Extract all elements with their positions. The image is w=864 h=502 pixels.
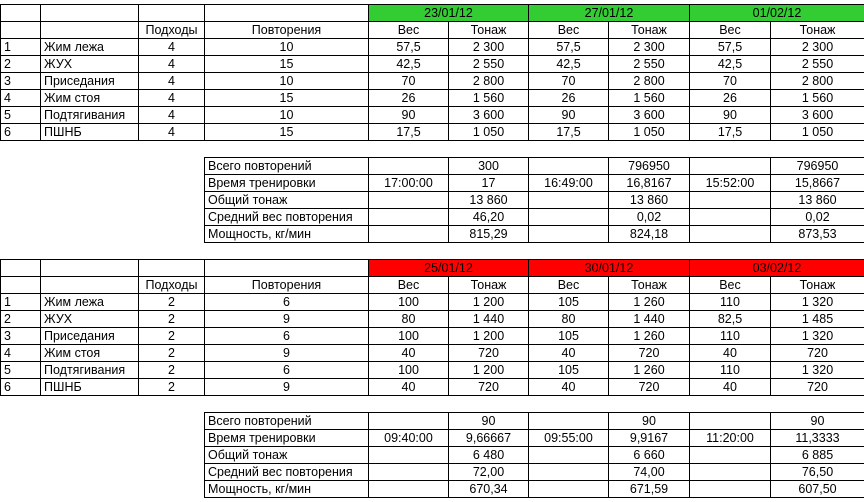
exercise-name[interactable]: Подтягивания (40, 361, 139, 379)
date-header[interactable]: 01/02/12 (689, 4, 864, 22)
summary-time-value[interactable] (528, 480, 609, 498)
weight-value[interactable]: 105 (528, 327, 609, 345)
blank-cell[interactable] (0, 259, 41, 277)
tonnage-value[interactable]: 2 800 (608, 72, 690, 90)
sets-value[interactable]: 2 (138, 361, 205, 379)
row-number[interactable]: 3 (0, 327, 41, 345)
weight-value[interactable]: 82,5 (689, 310, 771, 328)
summary-time-value[interactable] (528, 157, 609, 175)
summary-time-value[interactable] (368, 225, 449, 243)
summary-label[interactable]: Время тренировки (204, 429, 369, 447)
summary-time-value[interactable] (689, 463, 771, 481)
summary-value[interactable]: 13 860 (448, 191, 529, 209)
summary-value[interactable]: 13 860 (608, 191, 690, 209)
weight-value[interactable]: 40 (368, 344, 449, 362)
summary-value[interactable]: 72,00 (448, 463, 529, 481)
summary-value[interactable]: 76,50 (770, 463, 864, 481)
exercise-name[interactable]: ПШНБ (40, 378, 139, 396)
sets-value[interactable]: 2 (138, 293, 205, 311)
summary-value[interactable]: 6 885 (770, 446, 864, 464)
summary-time-value[interactable]: 09:55:00 (528, 429, 609, 447)
tonnage-value[interactable]: 1 200 (448, 327, 529, 345)
exercise-name[interactable]: ЖУХ (40, 55, 139, 73)
tonnage-value[interactable]: 1 200 (448, 361, 529, 379)
reps-value[interactable]: 10 (204, 38, 369, 56)
sets-value[interactable]: 4 (138, 38, 205, 56)
summary-time-value[interactable] (368, 480, 449, 498)
weight-value[interactable]: 26 (528, 89, 609, 107)
reps-value[interactable]: 15 (204, 123, 369, 141)
summary-time-value[interactable] (528, 412, 609, 430)
blank-cell[interactable] (138, 259, 205, 277)
reps-value[interactable]: 15 (204, 55, 369, 73)
tonnage-value[interactable]: 720 (608, 344, 690, 362)
weight-header[interactable]: Вес (528, 21, 609, 39)
exercise-name[interactable]: Жим стоя (40, 89, 139, 107)
sets-header[interactable]: Подходы (138, 21, 205, 39)
summary-value[interactable]: 90 (770, 412, 864, 430)
summary-value[interactable]: 670,34 (448, 480, 529, 498)
tonnage-value[interactable]: 1 050 (770, 123, 864, 141)
weight-header[interactable]: Вес (368, 276, 449, 294)
summary-value[interactable]: 607,50 (770, 480, 864, 498)
weight-value[interactable]: 40 (528, 344, 609, 362)
reps-header[interactable]: Повторения (204, 21, 369, 39)
tonnage-value[interactable]: 2 550 (608, 55, 690, 73)
row-number[interactable]: 3 (0, 72, 41, 90)
tonnage-header[interactable]: Тонаж (770, 21, 864, 39)
summary-time-value[interactable] (368, 412, 449, 430)
summary-time-value[interactable] (528, 446, 609, 464)
summary-value[interactable]: 16,8167 (608, 174, 690, 192)
tonnage-value[interactable]: 1 440 (448, 310, 529, 328)
summary-value[interactable]: 90 (608, 412, 690, 430)
tonnage-header[interactable]: Тонаж (448, 21, 529, 39)
summary-label[interactable]: Общий тонаж (204, 446, 369, 464)
summary-value[interactable]: 11,3333 (770, 429, 864, 447)
tonnage-value[interactable]: 1 260 (608, 293, 690, 311)
summary-value[interactable]: 0,02 (608, 208, 690, 226)
blank-cell[interactable] (204, 4, 369, 22)
tonnage-value[interactable]: 1 560 (770, 89, 864, 107)
tonnage-value[interactable]: 1 320 (770, 293, 864, 311)
tonnage-value[interactable]: 1 260 (608, 327, 690, 345)
tonnage-value[interactable]: 3 600 (608, 106, 690, 124)
summary-time-value[interactable] (689, 157, 771, 175)
summary-label[interactable]: Мощность, кг/мин (204, 480, 369, 498)
exercise-name[interactable]: Жим стоя (40, 344, 139, 362)
summary-value[interactable]: 15,8667 (770, 174, 864, 192)
summary-value[interactable]: 815,29 (448, 225, 529, 243)
summary-time-value[interactable]: 11:20:00 (689, 429, 771, 447)
sets-value[interactable]: 4 (138, 106, 205, 124)
blank-cell[interactable] (0, 4, 41, 22)
weight-header[interactable]: Вес (368, 21, 449, 39)
reps-value[interactable]: 9 (204, 378, 369, 396)
weight-value[interactable]: 42,5 (528, 55, 609, 73)
sets-value[interactable]: 2 (138, 327, 205, 345)
weight-value[interactable]: 90 (528, 106, 609, 124)
weight-value[interactable]: 110 (689, 293, 771, 311)
blank-cell[interactable] (0, 276, 41, 294)
sets-value[interactable]: 2 (138, 344, 205, 362)
reps-value[interactable]: 10 (204, 72, 369, 90)
summary-time-value[interactable] (689, 480, 771, 498)
weight-header[interactable]: Вес (689, 276, 771, 294)
weight-value[interactable]: 100 (368, 361, 449, 379)
summary-value[interactable]: 796950 (770, 157, 864, 175)
weight-value[interactable]: 26 (689, 89, 771, 107)
summary-time-value[interactable] (689, 225, 771, 243)
date-header[interactable]: 23/01/12 (368, 4, 529, 22)
summary-time-value[interactable]: 17:00:00 (368, 174, 449, 192)
tonnage-value[interactable]: 2 300 (448, 38, 529, 56)
summary-time-value[interactable] (528, 208, 609, 226)
row-number[interactable]: 2 (0, 55, 41, 73)
row-number[interactable]: 6 (0, 378, 41, 396)
exercise-name[interactable]: Подтягивания (40, 106, 139, 124)
weight-value[interactable]: 40 (368, 378, 449, 396)
exercise-name[interactable]: Приседания (40, 327, 139, 345)
reps-value[interactable]: 6 (204, 293, 369, 311)
weight-value[interactable]: 70 (368, 72, 449, 90)
tonnage-value[interactable]: 720 (448, 344, 529, 362)
tonnage-value[interactable]: 720 (448, 378, 529, 396)
date-header[interactable]: 30/01/12 (528, 259, 690, 277)
weight-value[interactable]: 105 (528, 293, 609, 311)
tonnage-header[interactable]: Тонаж (448, 276, 529, 294)
blank-cell[interactable] (40, 4, 139, 22)
summary-label[interactable]: Общий тонаж (204, 191, 369, 209)
blank-cell[interactable] (40, 276, 139, 294)
reps-header[interactable]: Повторения (204, 276, 369, 294)
row-number[interactable]: 5 (0, 106, 41, 124)
weight-value[interactable]: 80 (528, 310, 609, 328)
summary-label[interactable]: Средний вес повторения (204, 208, 369, 226)
tonnage-value[interactable]: 1 440 (608, 310, 690, 328)
date-header[interactable]: 03/02/12 (689, 259, 864, 277)
summary-value[interactable]: 300 (448, 157, 529, 175)
tonnage-value[interactable]: 1 320 (770, 361, 864, 379)
summary-time-value[interactable] (368, 191, 449, 209)
weight-value[interactable]: 17,5 (689, 123, 771, 141)
weight-value[interactable]: 90 (368, 106, 449, 124)
tonnage-value[interactable]: 1 260 (608, 361, 690, 379)
blank-cell[interactable] (40, 21, 139, 39)
weight-value[interactable]: 110 (689, 327, 771, 345)
tonnage-value[interactable]: 2 800 (770, 72, 864, 90)
row-number[interactable]: 4 (0, 89, 41, 107)
row-number[interactable]: 4 (0, 344, 41, 362)
weight-value[interactable]: 100 (368, 327, 449, 345)
summary-value[interactable]: 9,66667 (448, 429, 529, 447)
weight-value[interactable]: 17,5 (528, 123, 609, 141)
row-number[interactable]: 5 (0, 361, 41, 379)
reps-value[interactable]: 15 (204, 89, 369, 107)
summary-time-value[interactable] (689, 208, 771, 226)
summary-time-value[interactable] (689, 446, 771, 464)
summary-time-value[interactable] (528, 191, 609, 209)
row-number[interactable]: 2 (0, 310, 41, 328)
tonnage-value[interactable]: 2 550 (448, 55, 529, 73)
weight-value[interactable]: 70 (689, 72, 771, 90)
sets-value[interactable]: 2 (138, 378, 205, 396)
summary-value[interactable]: 6 480 (448, 446, 529, 464)
summary-value[interactable]: 6 660 (608, 446, 690, 464)
tonnage-value[interactable]: 720 (770, 378, 864, 396)
summary-value[interactable]: 0,02 (770, 208, 864, 226)
weight-value[interactable]: 57,5 (528, 38, 609, 56)
summary-label[interactable]: Время тренировки (204, 174, 369, 192)
weight-header[interactable]: Вес (689, 21, 771, 39)
tonnage-value[interactable]: 720 (608, 378, 690, 396)
sets-value[interactable]: 2 (138, 310, 205, 328)
blank-cell[interactable] (138, 4, 205, 22)
blank-cell[interactable] (0, 21, 41, 39)
reps-value[interactable]: 6 (204, 361, 369, 379)
weight-value[interactable]: 57,5 (689, 38, 771, 56)
tonnage-value[interactable]: 1 320 (770, 327, 864, 345)
weight-value[interactable]: 100 (368, 293, 449, 311)
sets-value[interactable]: 4 (138, 55, 205, 73)
summary-value[interactable]: 46,20 (448, 208, 529, 226)
summary-time-value[interactable] (528, 463, 609, 481)
weight-value[interactable]: 80 (368, 310, 449, 328)
weight-value[interactable]: 40 (528, 378, 609, 396)
summary-time-value[interactable] (689, 191, 771, 209)
tonnage-value[interactable]: 1 560 (608, 89, 690, 107)
summary-time-value[interactable] (368, 157, 449, 175)
tonnage-header[interactable]: Тонаж (770, 276, 864, 294)
tonnage-value[interactable]: 1 560 (448, 89, 529, 107)
summary-time-value[interactable] (689, 412, 771, 430)
weight-value[interactable]: 40 (689, 344, 771, 362)
summary-time-value[interactable]: 16:49:00 (528, 174, 609, 192)
sets-header[interactable]: Подходы (138, 276, 205, 294)
summary-value[interactable]: 13 860 (770, 191, 864, 209)
tonnage-value[interactable]: 2 300 (608, 38, 690, 56)
tonnage-header[interactable]: Тонаж (608, 21, 690, 39)
tonnage-value[interactable]: 2 550 (770, 55, 864, 73)
weight-value[interactable]: 40 (689, 378, 771, 396)
summary-time-value[interactable]: 15:52:00 (689, 174, 771, 192)
summary-label[interactable]: Всего повторений (204, 412, 369, 430)
tonnage-header[interactable]: Тонаж (608, 276, 690, 294)
weight-value[interactable]: 70 (528, 72, 609, 90)
exercise-name[interactable]: ПШНБ (40, 123, 139, 141)
tonnage-value[interactable]: 1 200 (448, 293, 529, 311)
exercise-name[interactable]: Жим лежа (40, 38, 139, 56)
tonnage-value[interactable]: 1 485 (770, 310, 864, 328)
summary-time-value[interactable] (528, 225, 609, 243)
summary-value[interactable]: 9,9167 (608, 429, 690, 447)
exercise-name[interactable]: Приседания (40, 72, 139, 90)
date-header[interactable]: 25/01/12 (368, 259, 529, 277)
summary-value[interactable]: 873,53 (770, 225, 864, 243)
weight-value[interactable]: 105 (528, 361, 609, 379)
tonnage-value[interactable]: 1 050 (608, 123, 690, 141)
summary-value[interactable]: 90 (448, 412, 529, 430)
summary-label[interactable]: Всего повторений (204, 157, 369, 175)
tonnage-value[interactable]: 2 800 (448, 72, 529, 90)
tonnage-value[interactable]: 720 (770, 344, 864, 362)
exercise-name[interactable]: ЖУХ (40, 310, 139, 328)
summary-time-value[interactable] (368, 208, 449, 226)
summary-value[interactable]: 796950 (608, 157, 690, 175)
weight-value[interactable]: 57,5 (368, 38, 449, 56)
exercise-name[interactable]: Жим лежа (40, 293, 139, 311)
row-number[interactable]: 6 (0, 123, 41, 141)
summary-value[interactable]: 17 (448, 174, 529, 192)
weight-value[interactable]: 26 (368, 89, 449, 107)
tonnage-value[interactable]: 3 600 (448, 106, 529, 124)
summary-time-value[interactable]: 09:40:00 (368, 429, 449, 447)
summary-time-value[interactable] (368, 446, 449, 464)
summary-value[interactable]: 671,59 (608, 480, 690, 498)
reps-value[interactable]: 10 (204, 106, 369, 124)
reps-value[interactable]: 9 (204, 344, 369, 362)
weight-header[interactable]: Вес (528, 276, 609, 294)
sets-value[interactable]: 4 (138, 89, 205, 107)
summary-value[interactable]: 824,18 (608, 225, 690, 243)
tonnage-value[interactable]: 1 050 (448, 123, 529, 141)
weight-value[interactable]: 17,5 (368, 123, 449, 141)
weight-value[interactable]: 42,5 (368, 55, 449, 73)
tonnage-value[interactable]: 3 600 (770, 106, 864, 124)
reps-value[interactable]: 9 (204, 310, 369, 328)
reps-value[interactable]: 6 (204, 327, 369, 345)
row-number[interactable]: 1 (0, 293, 41, 311)
blank-cell[interactable] (204, 259, 369, 277)
summary-label[interactable]: Мощность, кг/мин (204, 225, 369, 243)
weight-value[interactable]: 110 (689, 361, 771, 379)
weight-value[interactable]: 90 (689, 106, 771, 124)
weight-value[interactable]: 42,5 (689, 55, 771, 73)
sets-value[interactable]: 4 (138, 123, 205, 141)
summary-time-value[interactable] (368, 463, 449, 481)
date-header[interactable]: 27/01/12 (528, 4, 690, 22)
row-number[interactable]: 1 (0, 38, 41, 56)
blank-cell[interactable] (40, 259, 139, 277)
summary-value[interactable]: 74,00 (608, 463, 690, 481)
tonnage-value[interactable]: 2 300 (770, 38, 864, 56)
sets-value[interactable]: 4 (138, 72, 205, 90)
summary-label[interactable]: Средний вес повторения (204, 463, 369, 481)
